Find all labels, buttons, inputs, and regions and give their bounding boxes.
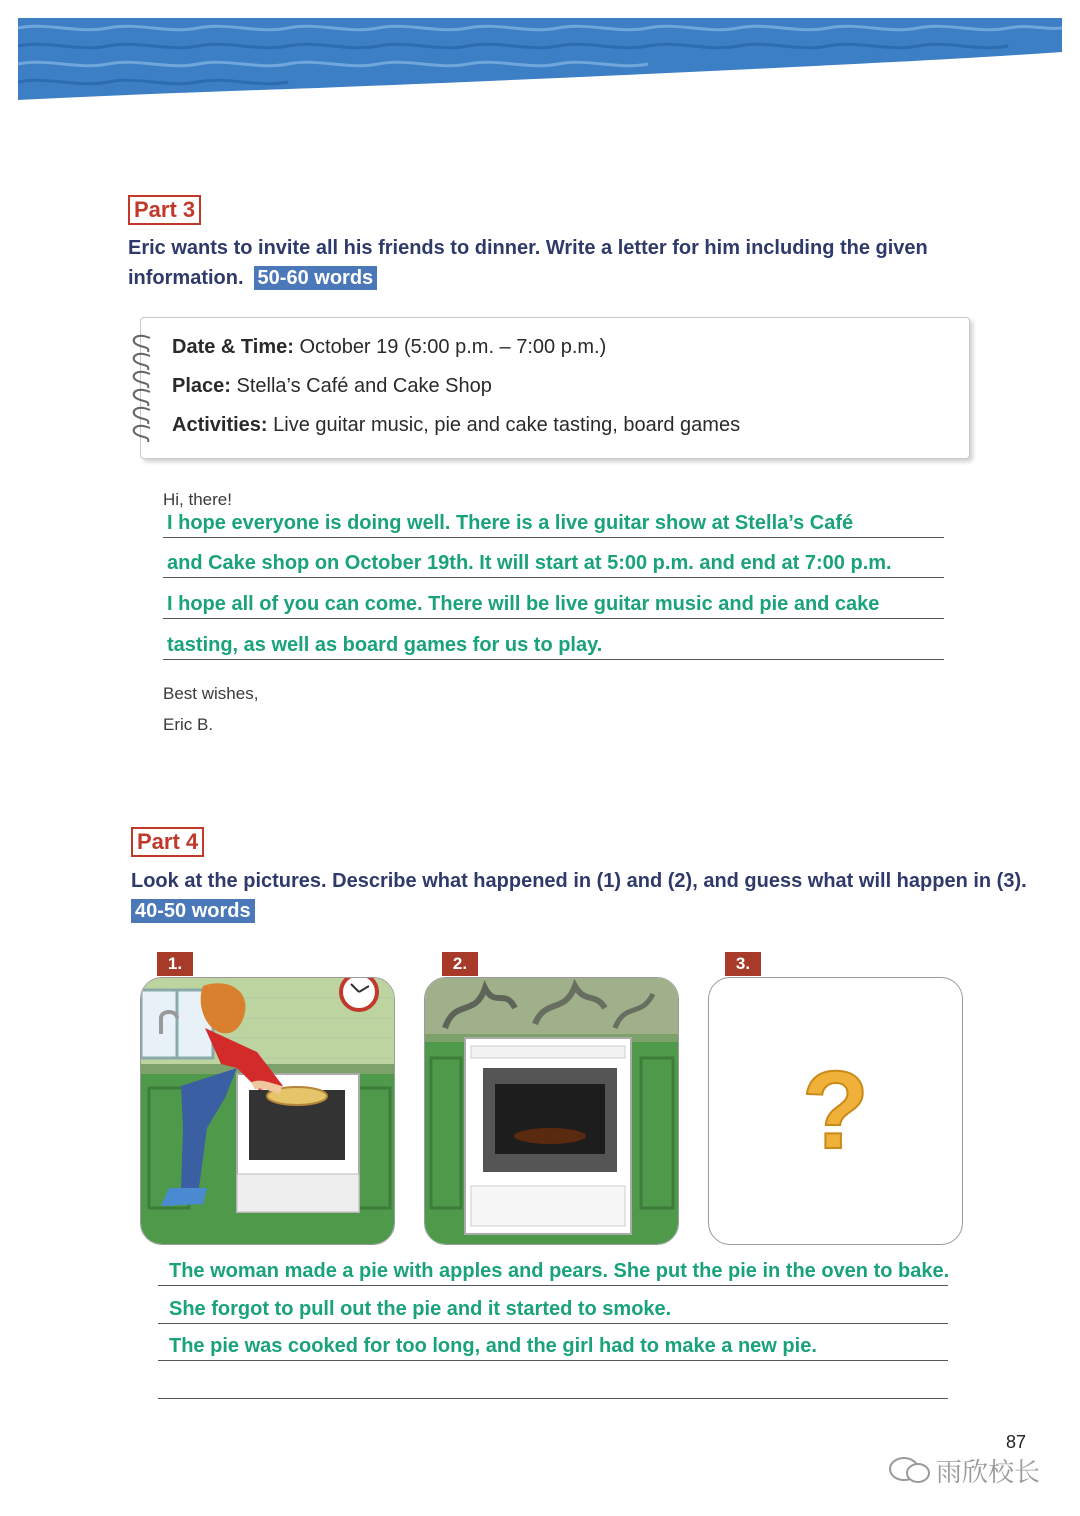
part4-answer-text: The pie was cooked for too long, and the girl had to make a new pie. [169,1335,817,1357]
info-place-row [172,375,492,398]
part4-answer-line [158,1362,948,1399]
picture-3-label: 3. [725,952,761,976]
date-label: Date & Time: [172,336,294,358]
watermark-text: 雨欣校长 [936,1458,1041,1488]
smoking-oven-illustration [425,978,678,1244]
picture-3-unknown [708,977,963,1245]
part4-answer-text: The woman made a pie with apples and pears. She put the pie in the oven to bake. [169,1260,950,1282]
part4-answer-text: She forgot to pull out the pie and it started to smoke. [169,1298,672,1320]
wave-banner [18,18,1062,100]
picture-1-woman-baking [140,977,395,1245]
part3-word-count-badge: 50-60 words [254,266,378,290]
info-date-row [172,336,606,359]
activities-value: Live guitar music, pie and cake tasting, board games [273,414,741,436]
letter-closing: Best wishes, [163,684,259,703]
letter-signature: Eric B. [163,715,214,734]
part3-label: Part 3 [128,195,201,225]
part3-instruction-line1: Eric wants to invite all his friends to dinner. Write a letter for him including the given [128,237,928,259]
picture-2-smoking-oven [424,977,679,1245]
part4-answer-line [158,1287,948,1324]
place-value: Stella’s Café and Cake Shop [236,375,492,397]
part3-answer-line [163,581,944,619]
part3-answer-line [163,540,944,578]
picture-2-label: 2. [442,952,478,976]
part4-instruction-text: Look at the pictures. Describe what happened in (1) and (2), and guess what will happen in (3). [131,870,1027,892]
letter-greeting: Hi, there! [163,490,232,509]
spiral-binding-icon [126,330,160,446]
part3-instruction [128,233,928,293]
place-label: Place: [172,375,231,397]
part3-answer-text: and Cake shop on October 19th. It will start at 5:00 p.m. and end at 7:00 p.m. [167,552,892,574]
part3-answer-line [163,622,944,660]
part4-word-count-badge: 40-50 words [131,899,255,923]
part3-answer-text: I hope everyone is doing well. There is a live guitar show at Stella’s Café [167,512,854,534]
part3-instruction-line2: information. [128,267,244,289]
page-number: 87 [1006,1432,1027,1452]
woman-baking-illustration [141,978,394,1244]
activities-label: Activities: [172,414,268,436]
part4-label: Part 4 [131,827,204,857]
info-activities-row [172,414,740,437]
part3-answer-text: I hope all of you can come. There will be live guitar music and pie and cake [167,593,880,615]
date-value: October 19 (5:00 p.m. – 7:00 p.m.) [299,336,607,358]
part4-answer-line [158,1249,948,1286]
picture-1-label: 1. [157,952,193,976]
part4-answer-line [158,1324,948,1361]
part3-answer-text: tasting, as well as board games for us to play. [167,634,603,656]
question-mark-icon: ? [801,1049,870,1172]
part3-answer-line [163,500,944,538]
chat-bubble-icon [888,1455,932,1485]
part4-instruction [131,866,1027,926]
